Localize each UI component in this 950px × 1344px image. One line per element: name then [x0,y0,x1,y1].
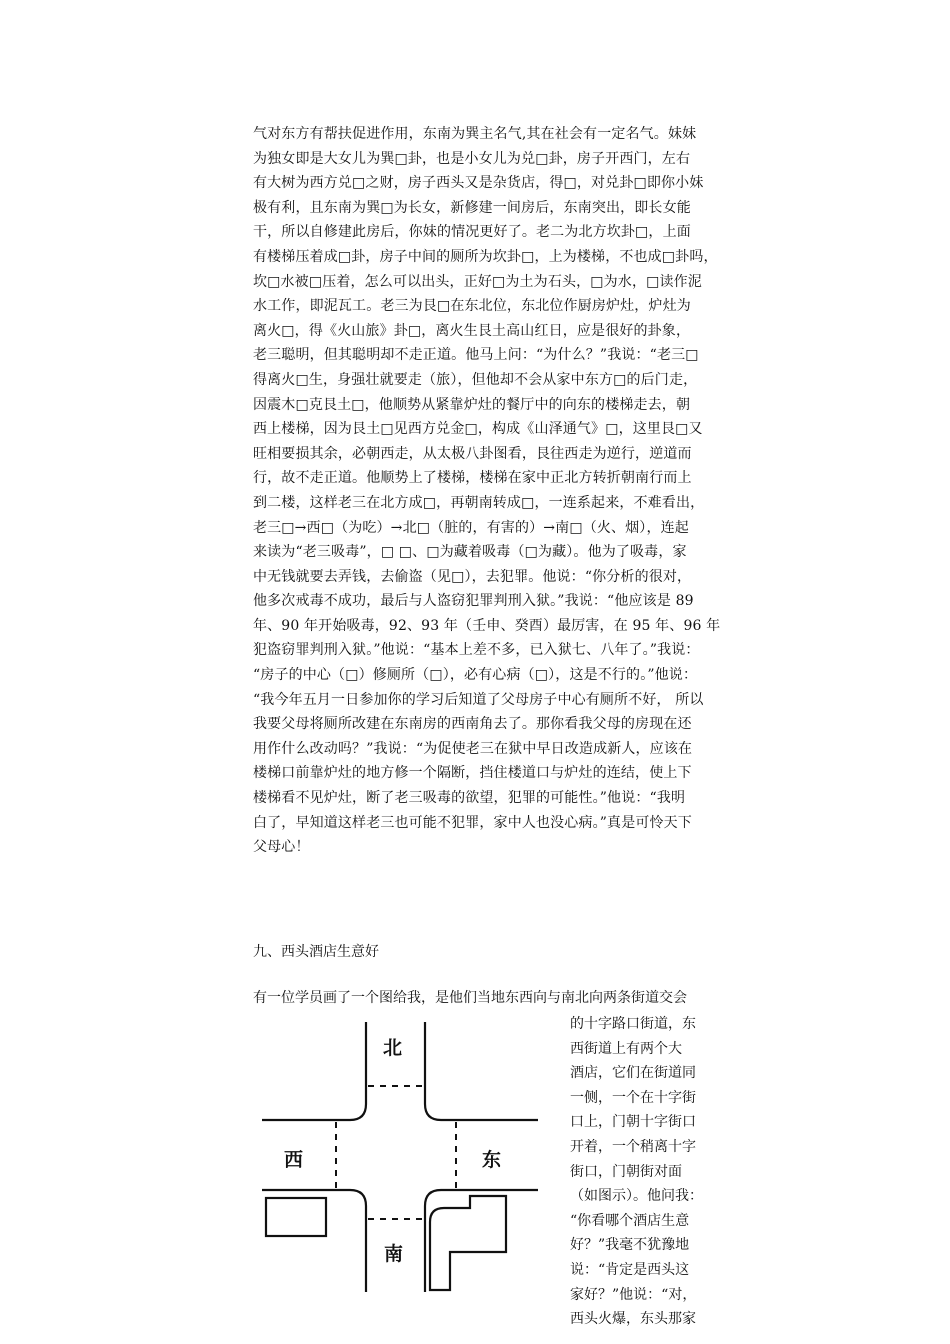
label-east: 东 [482,1149,502,1171]
side-text-line: 酒店，它们在街道同 [570,1065,696,1082]
body-text-line: 他多次戒毒不成功，最后与人盗窃犯罪判刑入狱。”我说：“他应该是 89 [253,593,694,610]
body-text-line: 气对东方有帮扶促进作用，东南为巽主名气,其在社会有一定名气。妹妹 [253,126,697,142]
body-text-line: 坎□水被□压着，怎么可以出头，正好□为土为石头，□为水，□读作泥 [253,273,702,290]
body-text-line: 极有利，且东南为巽□为长女，新修建一间房后，东南突出，即长女能 [253,199,691,216]
body-text-line: 父母心！ [253,839,310,856]
body-text-line: 用作什么改动吗？”我说：“为促使老三在狱中早日改造成新人，应该在 [253,740,693,757]
body-text-line: 年、90 年开始吸毒，92、93 年（壬申、癸酉）最厉害，在 95 年、96 年 [253,617,721,634]
side-text-line: 口上，门朝十字街口 [570,1114,696,1131]
side-paragraph [570,1012,703,1332]
body-text-line: 为独女即是大女儿为巽□卦，也是小女儿为兑□卦，房子开西门，左右 [253,150,691,167]
body-text-line: 老三聪明，但其聪明却不走正道。他马上问：“为什么？”我说：“老三□ [253,347,699,364]
side-text-line: 街口，门朝街对面 [570,1163,682,1180]
side-text-line: 家好？”他说：“对， [570,1286,697,1303]
side-text-line: 一侧，一个在十字街 [570,1089,696,1106]
body-text-line: “房子的中心（□）修厕所（□），必有心病（□），这是不行的。”他说： [253,667,698,684]
section-heading: 九、西头酒店生意好 [253,944,379,960]
body-text-line: 行，故不走正道。他顺势上了楼梯，楼梯在家中正北方转折朝南行而上 [253,470,692,487]
side-text-line: 的十字路口街道，东 [570,1016,696,1032]
side-text-line: “你看哪个酒店生意 [570,1212,690,1229]
side-text-line: 好？”我毫不犹豫地 [570,1237,690,1254]
street-edge-nw [262,1022,366,1120]
body-text-line: 干，所以自修建此房后，你妹的情况更好了。老二为北方坎卦□，上面 [253,224,691,241]
body-text-line: 来读为“老三吸毒”，□ □、□为藏着吸毒（□为藏）。他为了吸毒，家 [253,544,687,561]
body-text-line: 有大树为西方兑□之财，房子西头又是杂货店，得□，对兑卦□即你小妹 [253,175,704,192]
west-hotel-block [266,1198,326,1236]
body-text-line: 因震木□克艮土□，他顺势从紧靠炉灶的餐厅中的向东的楼梯走去，朝 [253,396,691,413]
body-text-line: 楼梯口前靠炉灶的地方修一个隔断，挡住楼道口与炉灶的连结，使上下 [253,765,692,782]
body-text-line: 我要父母将厕所改建在东南房的西南角去了。那你看我父母的房现在还 [253,716,692,733]
body-text-line: 旺相要损其余，必朝西走，从太极八卦图看，艮往西走为逆行，逆道而 [253,445,692,462]
east-hotel-block [430,1196,506,1290]
body-text-line: 老三□→西□（为吃）→北□（脏的，有害的）→南□（火、烟），连起 [253,519,689,536]
side-text-line: 开着，一个稍离十字 [570,1138,696,1155]
side-text-line: 西头火爆，东头那家 [570,1311,696,1328]
street-edge-se [425,1190,538,1292]
label-south: 南 [384,1243,404,1265]
street-edge-ne [425,1022,538,1120]
street-edge-sw [262,1190,366,1292]
side-text-line: 西街道上有两个大 [570,1040,682,1057]
body-text-line: 犯盗窃罪判刑入狱。”他说：“基本上差不多，已入狱七、八年了。”我说： [253,642,700,659]
body-paragraph [253,122,721,860]
body-text-line: 离火□，得《火山旅》卦□，离火生艮土高山红日，应是很好的卦象， [253,322,691,339]
body-text-line: 白了，早知道这样老三也可能不犯罪，家中人也没心病。”真是可怜天下 [253,814,692,831]
body-text-line: 西上楼梯，因为艮土□见西方兑金□，构成《山泽通气》□，这里艮□又 [253,421,703,438]
side-text-line: （如图示）。他问我： [570,1188,703,1205]
body-text-line: 有楼梯压着成□卦，房子中间的厕所为坎卦□，上为楼梯，不也成□卦吗， [253,248,718,265]
body-text-line: “我今年五月一日参加你的学习后知道了父母房子中心有厕所不好， 所以 [253,691,704,708]
body-text-line: 楼梯看不见炉灶，断了老三吸毒的欲望，犯罪的可能性。”他说：“我明 [253,790,686,807]
crossroad-diagram [258,1022,558,1344]
body-text-line: 得离火□生，身强壮就要走（旅），但他却不会从家中东方□的后门走， [253,371,698,388]
body-text-line: 中无钱就要去弄钱，去偷盗（见□），去犯罪。他说：“你分析的很对， [253,568,692,585]
label-west: 西 [284,1149,304,1171]
body-text-line: 到二楼，这样老三在北方成□，再朝南转成□，一连系起来，不难看出， [253,494,705,511]
side-text-line: 说：“肯定是西头这 [570,1261,690,1278]
label-north: 北 [383,1037,403,1059]
intro-line: 有一位学员画了一个图给我，是他们当地东西向与南北向两条街道交会 [253,990,687,1006]
body-text-line: 水工作，即泥瓦工。老三为艮□在东北位，东北位作厨房炉灶，炉灶为 [253,298,691,315]
